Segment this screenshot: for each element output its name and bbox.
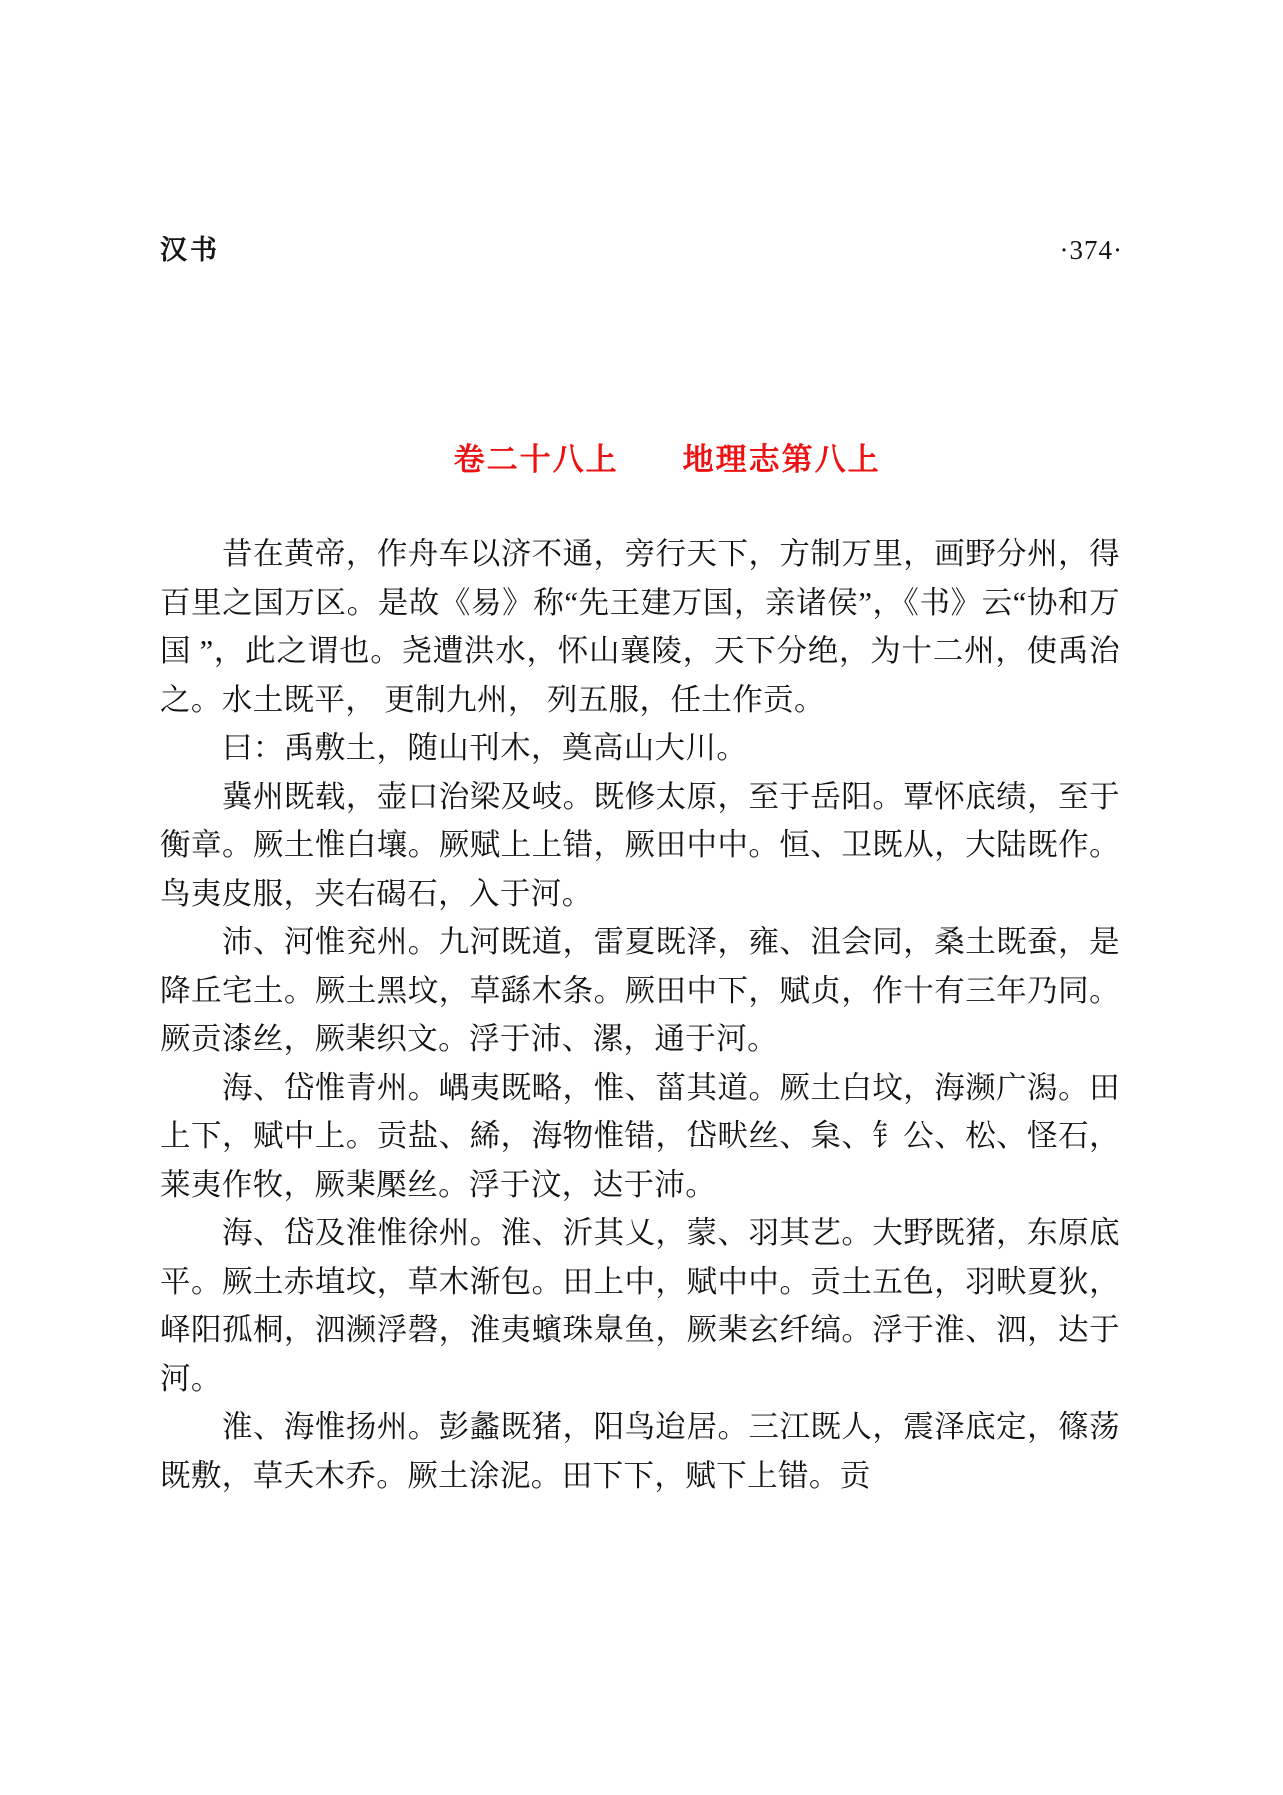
paragraph: 沛、河惟兖州。九河既道，雷夏既泽，雍、沮会同，桑土既蚕，是降丘宅土。厥土黑坟，草繇木条。厥田中下，赋贞，作十有三年乃同。厥贡漆丝，厥棐织文。浮于沛、漯，通于河。 [160, 925, 1120, 1056]
paragraph: 昔在黄帝，作舟车以济不通，旁行天下，方制万里，画野分州，得百里之国万区。是故《易》称“先王建万国，亲诸侯”，《书》云“协和万国 ”，此之谓也。尧遭洪水，怀山襄陵，天下分绝，为十二州，使禹治之。水土既平， 更制九州， 列五服，任土作贡。 [160, 537, 1120, 717]
paragraph: 海、岱惟青州。嵎夷既略，惟、菑其道。厥土白坟，海濒广潟。田上下，赋中上。贡盐、絺，海物惟错，岱畎丝、枲、钅公、松、怪石，莱夷作牧，厥棐檿丝。浮于汶，达于沛。 [160, 1070, 1120, 1202]
paragraph: 海、岱及淮惟徐州。淮、沂其乂，蒙、羽其艺。大野既猪，东原底平。厥土赤埴坟，草木渐包。田上中，赋中中。贡土五色，羽畎夏狄，峄阳孤桐，泗濒浮磬，淮夷蠙珠臮鱼，厥棐玄纤缟。浮于淮、泗，达于河。 [160, 1216, 1120, 1396]
paragraph: 曰：禹敷土，随山刊木，奠高山大川。 [222, 731, 748, 765]
chapter-heading [160, 398, 1123, 515]
paragraph: 淮、海惟扬州。彭蠡既猪，阳鸟迨居。三江既人，震泽底定，篠荡既敷，草夭木乔。厥土涂泥。田下下，赋下上错。贡 [160, 1410, 1120, 1493]
book-title: 汉书 [160, 235, 220, 266]
page-header [160, 228, 1123, 272]
body-text [160, 530, 1120, 1500]
chapter-volume: 卷二十八上 [453, 442, 619, 478]
chapter-name: 地理志第八上 [682, 442, 881, 478]
page-number: ·374· [1059, 235, 1123, 265]
paragraph: 冀州既载，壶口治梁及岐。既修太原，至于岳阳。覃怀底绩，至于衡章。厥土惟白壤。厥赋上上错，厥田中中。恒、卫既从，大陆既作。鸟夷皮服，夹右碣石，入于河。 [160, 779, 1120, 911]
